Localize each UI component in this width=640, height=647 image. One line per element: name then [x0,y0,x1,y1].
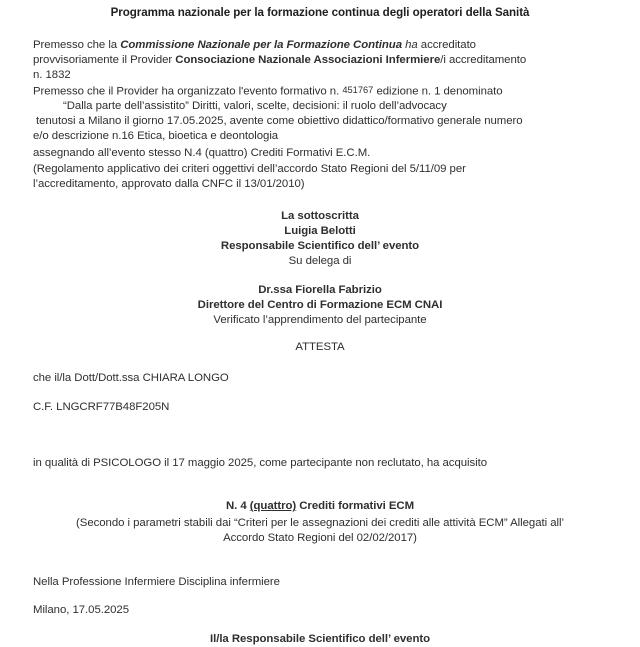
credits-heading-quattro: (quattro) [249,500,297,512]
credits-note-line-2: Accordo Stato Regioni del 02/02/2017) [223,532,417,544]
attests-heading: ATTESTA [295,341,345,353]
premise-text-2b: /i accreditamento [440,54,527,66]
signatory-name: Luigia Belotti [284,225,356,237]
premise-text-2a: provvisoriamente il Provider [33,54,176,66]
credits-heading-suffix: Crediti formativi ECM [296,500,415,512]
provider-name: Consociazione Nazionale Associazioni Infermiere [175,54,441,66]
page-title: Programma nazionale per la formazione continua degli operatori della Sanità [110,6,530,19]
premise-text-4b: edizione n. 1 denominato [373,85,503,98]
premise-line-4 [33,83,503,99]
participant-name: che il/la Dott/Dott.ssa CHIARA LONGO [33,372,229,384]
participant-qualification: in qualità di PSICOLOGO il 17 maggio 2025, come partecipante non reclutato, ha acquisito [33,457,488,469]
event-credits-assigned: assegnando all’evento stesso N.4 (quattro) Crediti Formativi E.C.M. [33,147,371,159]
delegator-name: Dr.ssa Fiorella Fabrizio [258,284,382,296]
premise-text-ha: ha [402,39,418,51]
regulation-line-1: (Regolamento applicativo dei criteri oggettivi dell’accordo Stato Regioni del 5/11/09 per [33,163,466,175]
commission-name: Commissione Nazionale per la Formazione Continua [120,39,402,51]
regulation-line-2: l’accreditamento, approvato dalla CNFC il 13/01/2010) [33,178,305,190]
event-held-info: tenutosi a Milano il giorno 17.05.2025, avente come obiettivo didattico/formativo generale numero [36,115,523,127]
place-and-date: Milano, 17.05.2025 [33,604,129,616]
premise-text-1a: Premesso che la [33,39,121,51]
credits-note-line-1: (Secondo i parametri stabili dai “Criteri per le assegnazioni dei crediti alle attività ECM” Allegati all’ [76,517,564,529]
delegator-role: Direttore del Centro di Formazione ECM CNAI [197,299,443,311]
premise-text-4a: Premesso che il Provider ha organizzato l'evento formativo n. [33,85,343,98]
participant-fiscal-code: C.F. LNGCRF77B48F205N [33,401,170,413]
event-objective: e/o descrizione n.16 Etica, bioetica e deontologia [33,130,279,142]
profession-line: Nella Professione Infermiere Disciplina infermiere [33,576,280,588]
signatory-role: Responsabile Scientifico dell’ evento [220,240,420,252]
event-number: 451767 [342,85,374,95]
signatory-delegation: Su delega di [288,255,352,267]
delegator-verification: Verificato l’apprendimento del partecipante [213,314,427,326]
signature-block-label: Il/la Responsabile Scientifico dell’ evento [209,633,431,645]
event-name: “Dalla parte dell’assistito” Diritti, valori, scelte, decisioni: il ruolo dell’advocacy [63,100,447,112]
accreditation-number: n. 1832 [33,69,71,81]
signatory-intro: La sottoscritta [281,210,359,222]
premise-text-1b: accreditato [417,39,476,51]
credits-heading-prefix: N. 4 [225,500,250,512]
credits-heading [0,499,640,514]
premise-line-1 [33,38,476,53]
premise-line-2 [33,53,526,68]
